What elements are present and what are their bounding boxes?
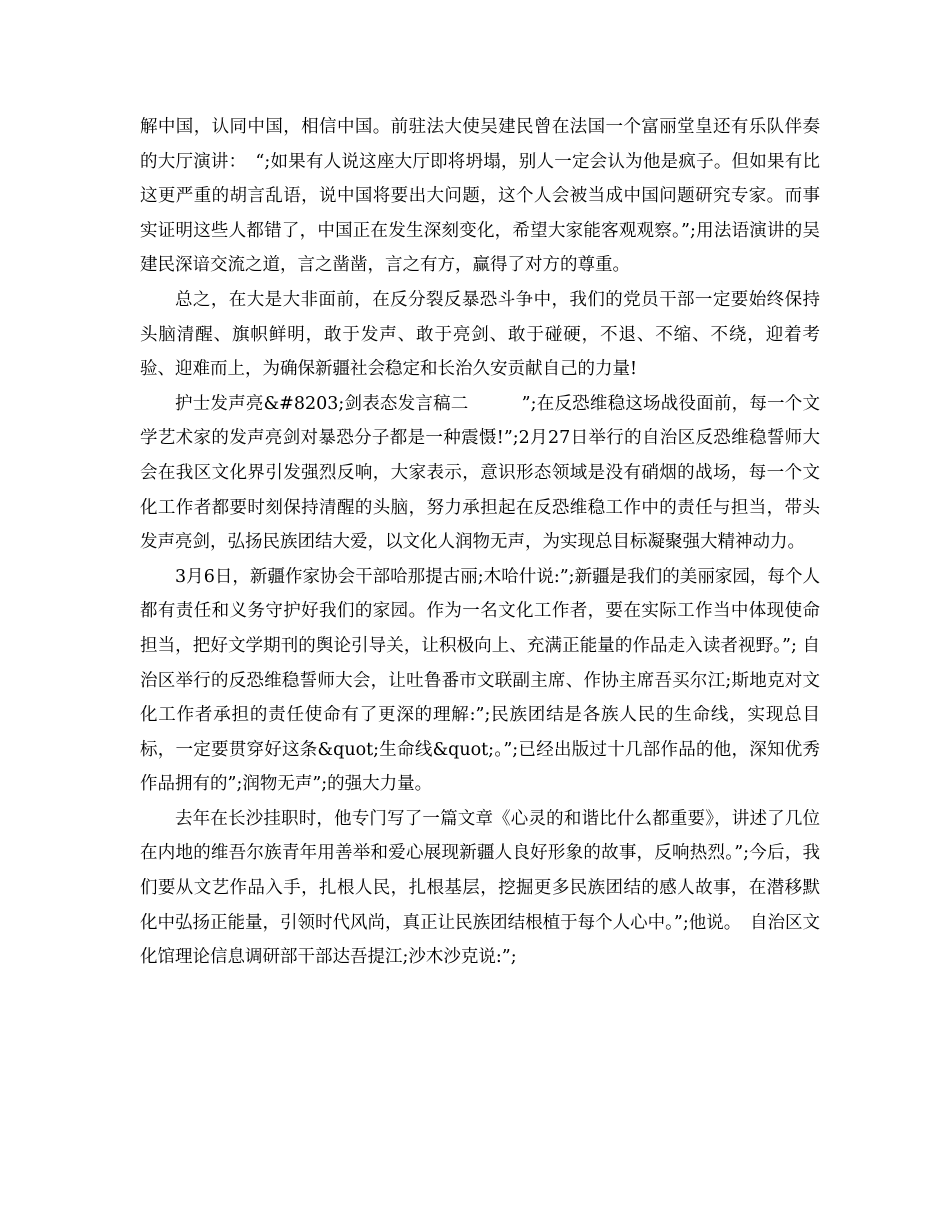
- paragraph-5: 去年在长沙挂职时，他专门写了一篇文章《心灵的和谐比什么都重要》，讲述了几位在内地的维吾尔族青年用善举和爱心展现新疆人良好形象的故事，反响热烈。”;今后，我们要从文艺作品入手，扎根人民，扎根基层，挖掘更多民族团结的感人故事，在潜移默化中弘扬正能量，引领时代风尚，真正让民族团结根植于每个人心中。”;他说。 自治区文化馆理论信息调研部干部达吾提江;沙木沙克说:”;: [140, 808, 820, 968]
- paragraph-3: 护士发声亮&#8203;剑表态发言稿二 ”;在反恐维稳这场战役面前，每一个文学艺术家的发声亮剑对暴恐分子都是一种震慑!”;2月27日举行的自治区反恐维稳誓师大会在我区文化界引发强烈反响，大家表示，意识形态领域是没有硝烟的战场，每一个文化工作者都要时刻保持清醒的头脑，努力承担起在反恐维稳工作中的责任与担当，带头发声亮剑，弘扬民族团结大爱，以文化人润物无声，为实现总目标凝聚强大精神动力。: [140, 393, 820, 553]
- paragraph-4: 3月6日，新疆作家协会干部哈那提古丽;木哈什说:”;新疆是我们的美丽家园，每个人都有责任和义务守护好我们的家园。作为一名文化工作者，要在实际工作当中体现使命担当，把好文学期刊的舆论引导关，让积极向上、充满正能量的作品走入读者视野。”; 自治区举行的反恐维稳誓师大会，让吐鲁番市文联副主席、作协主席吾买尔江;斯地克对文化工作者承担的责任使命有了更深的理解:”;民族团结是各族人民的生命线，实现总目标，一定要贯穿好这条&quot;生命线&quot;。”;已经出版过十几部作品的他，深知优秀作品拥有的”;润物无声”;的强大力量。: [140, 566, 820, 795]
- paragraph-2: 总之，在大是大非面前，在反分裂反暴恐斗争中，我们的党员干部一定要始终保持头脑清醒、旗帜鲜明，敢于发声、敢于亮剑、敢于碰硬，不退、不缩、不绕，迎着考验、迎难而上，为确保新疆社会稳定和长治久安贡献自己的力量!: [140, 289, 820, 380]
- document-body: [140, 110, 820, 975]
- paragraph-1: 解中国，认同中国，相信中国。前驻法大使吴建民曾在法国一个富丽堂皇还有乐队伴奏的大厅演讲： “;如果有人说这座大厅即将坍塌，别人一定会认为他是疯子。但如果有比这更严重的胡言乱语，说中国将要出大问题，这个人会被当成中国问题研究专家。而事实证明这些人都错了，中国正在发生深刻变化，希望大家能客观观察。”;用法语演讲的吴建民深谙交流之道，言之凿凿，言之有方，赢得了对方的尊重。: [140, 117, 820, 276]
